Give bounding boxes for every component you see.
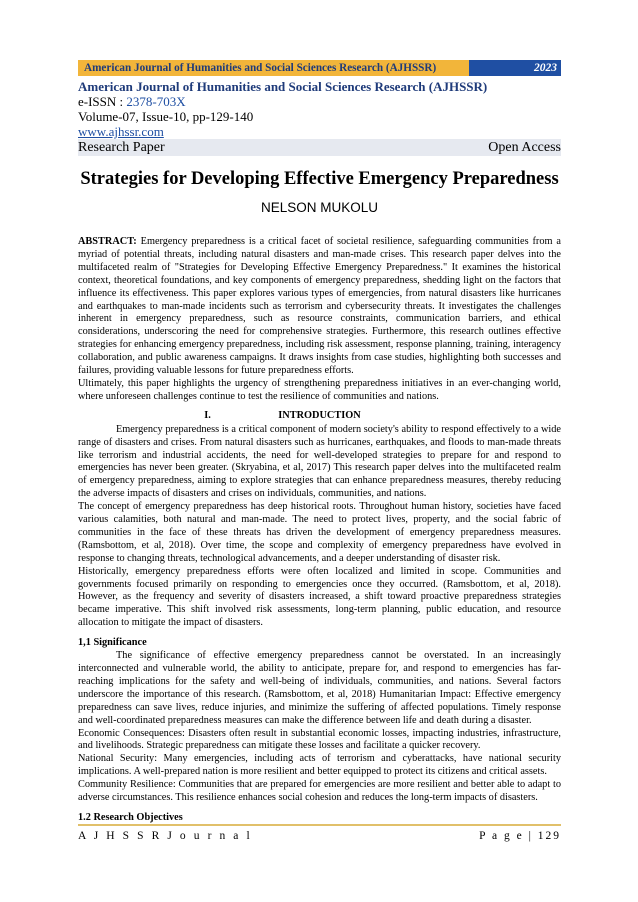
- journal-website-link[interactable]: www.ajhssr.com: [78, 124, 164, 139]
- paper-type-label: Research Paper: [78, 140, 165, 155]
- intro-paragraph-2: The concept of emergency preparedness has deep historical roots. Throughout human history, societies have faced various calamities, both natural and man-made. The need to protect lives, property, and the social fabric of communities in the face of these threats has driven the development of emergency preparedness measures. (Ramsbottom, et al, 2018). Over time, the scope and complexity of emergency preparedness have evolved in response to changing threats, technological advancements, and a deeper understanding of disaster risk.: [78, 501, 561, 564]
- header-year: 2023: [469, 60, 561, 76]
- significance-heading: 1,1 Significance: [78, 637, 147, 649]
- abstract-paragraph: [78, 236, 561, 378]
- paper-author: NELSON MUKOLU: [260, 200, 379, 215]
- eissn-value: 2378-703X: [126, 94, 186, 109]
- section-title: INTRODUCTION: [278, 409, 361, 421]
- introduction-heading: [78, 410, 561, 423]
- footer-page-number: P a g e | 129: [479, 830, 561, 842]
- significance-paragraph-2: Economic Consequences: Disasters often result in substantial economic losses, impacting industries, infrastructure, and livelihoods. Strategic preparedness can mitigate these losses and facilitate a quicker recovery.: [78, 727, 561, 752]
- journal-header-bar: [78, 60, 561, 76]
- significance-paragraph-3: National Security: Many emergencies, including acts of terrorism and cyberattacks, have national security implications. A well-prepared nation is more resilient and better equipped to protect its citizens and critical assets.: [78, 753, 561, 778]
- footer-journal: A J H S S R J o u r n a l: [78, 830, 253, 842]
- eissn-line: [78, 94, 561, 109]
- significance-paragraph-4: Community Resilience: Communities that are prepared for emergencies are more resilient and better able to adapt to adverse circumstances. This resilience enhances social cohesion and reduces the long-term impacts of disasters.: [78, 779, 561, 804]
- paper-type-bar: [78, 139, 561, 156]
- eissn-label: e-ISSN :: [78, 94, 127, 109]
- objectives-heading: 1.2 Research Objectives: [78, 811, 183, 823]
- journal-info: [78, 79, 561, 139]
- page-footer: [78, 829, 561, 843]
- access-label: Open Access: [488, 140, 561, 155]
- footer-divider: [78, 824, 561, 826]
- paper-title: Strategies for Developing Effective Emergency Preparedness: [80, 169, 559, 189]
- abstract-text: Emergency preparedness is a critical facet of societal resilience, safeguarding communities from a myriad of potential threats, including natural disasters and man-made crises. This research paper delves into the multifaceted realm of "Strategies for Developing Effective Emergency Preparedness." It examines the historical context, theoretical foundations, and key components of emergency preparedness, shedding light on the factors that influence its effectiveness. This paper explores various types of emergencies, from natural disasters like hurricanes and earthquakes to man-made incidents such as terrorism and cybersecurity threats. It investigates the challenges inherent in emergency preparedness, such as resource constraints, communication barriers, and ethical considerations, underscoring the need for comprehensive strategies. Furthermore, this research outlines effective strategies for enhancing emergency preparedness, including risk assessment, response planning, training, interagency collaboration, and public awareness campaigns. It draws insights from case studies, highlighting both successes and failures, providing valuable lessons for future preparedness efforts.: [78, 236, 561, 377]
- significance-paragraph-1: The significance of effective emergency preparedness cannot be overstated. In an increasingly interconnected and vulnerable world, the ability to anticipate, prepare for, and respond to emergencies has far-reaching implications for the safety and well-being of individuals, communities, and nations. Several factors underscore the importance of this research. (Ramsbottom, et al, 2018) Humanitarian Impact: Effective emergency preparedness can save lives, reduce injuries, and minimize the suffering of affected populations. Timely response and well-coordinated preparedness measures can make the difference between life and death during a disaster.: [78, 650, 561, 726]
- section-number: I.: [204, 409, 211, 421]
- abstract-conclusion: Ultimately, this paper highlights the urgency of strengthening preparedness initiatives in an ever-changing world, where unforeseen challenges continue to test the resilience of communities and nations.: [78, 377, 561, 402]
- volume-line: Volume-07, Issue-10, pp-129-140: [78, 109, 254, 124]
- journal-title: American Journal of Humanities and Social Sciences Research (AJHSSR): [78, 79, 488, 94]
- abstract-label: ABSTRACT:: [78, 236, 137, 247]
- intro-paragraph-1: Emergency preparedness is a critical component of modern society's ability to respond effectively to a wide range of disasters and crises. From natural disasters such as hurricanes, earthquakes, and floods to man-made threats like terrorism and industrial accidents, the need for well-developed strategies to prepare for and respond to emergencies has never been greater. (Skryabina, et al, 2017) This research paper delves into the multifaceted realm of emergency preparedness, aiming to explore strategies that can enhance preparedness measures, thereby reducing the adverse impacts of disasters and crises on individuals, communities, and nations.: [78, 423, 561, 500]
- header-journal-name: American Journal of Humanities and Social Sciences Research (AJHSSR): [78, 60, 469, 76]
- intro-paragraph-3: Historically, emergency preparedness efforts were often localized and limited in scope. Communities and governments focused primarily on responding to emergencies once they occurred. (Ramsbottom, et al, 2018). However, as the frequency and severity of disasters increased, a shift toward proactive preparedness strategies became imperative. This shift involved risk assessments, long-term planning, public education, and resource allocation to mitigate the impact of disasters.: [78, 565, 561, 629]
- paper-body: [78, 236, 561, 825]
